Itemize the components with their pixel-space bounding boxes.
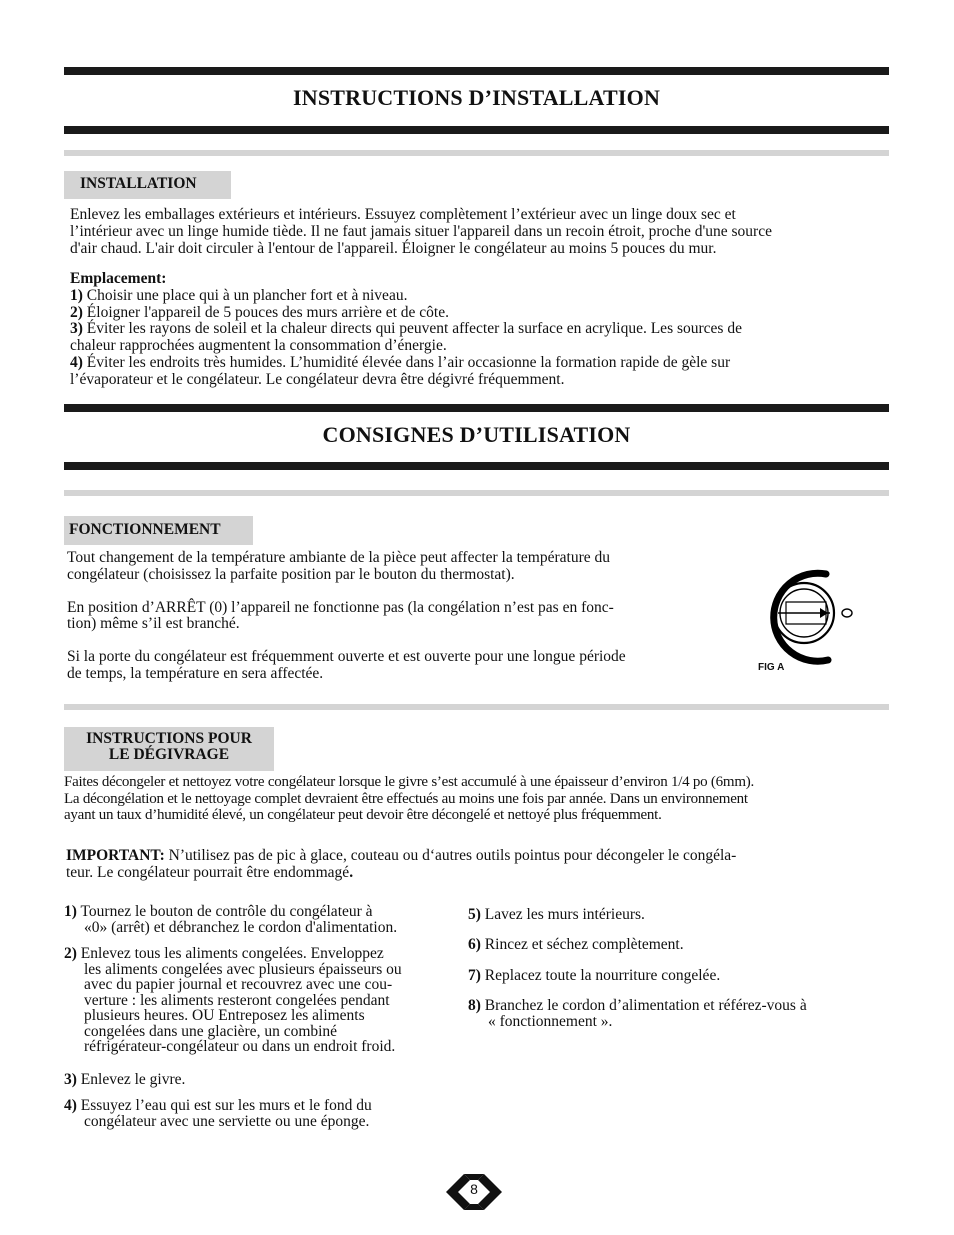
placement-block [70,271,742,389]
installation-intro [70,207,772,257]
placement-item: 1) Choisir une place qui à un plancher fort et à niveau. [70,286,408,304]
placement-item: 4) Éviter les endroits très humides. L’humidité élevée dans l’air occasionne la formation rapide de gèle sur [70,353,731,371]
placement-item-cont: l’évaporateur et le congélateur. Le congélateur devra être dégivré fréquemment. [70,370,565,388]
rule-installation-bottom [64,126,889,134]
rule-usage-top [64,404,889,412]
placement-item: 3) Éviter les rayons de soleil et la chaleur directs qui peuvent affecter la surface en acrylique. Les sources de [70,320,742,338]
important-notice: IMPORTANT: N’utilisez pas de pic à glace, couteau ou d‘autres outils pointus pour décongeler le congéla- teur. Le congélateur pourrait être endommagé. [66,847,737,881]
defrost-tag: INSTRUCTIONS POUR LE DÉGIVRAGE [64,727,274,771]
defrost-intro: Faites décongeler et nettoyez votre congélateur lorsque le givre s’est accumulé à une épaisseur d’environ 1/4 po (6mm). La décongélation et le nettoyage complet devraient être effectués au moins une fois par année. Dans un environnement ayant un taux d’humidité élevé, un congélateur peut devoir être décongelé et nettoyé plus fréquemment. [64,774,754,824]
placement-item: 2) Éloigner l'appareil de 5 pouces des murs arrière et de côte. [70,303,449,321]
placement-heading: Emplacement: [70,270,167,287]
defrost-step: 4) Essuyez l’eau qui est sur les murs et le fond du congélateur avec une serviette ou une éponge. [64,1097,372,1130]
placement-item-cont: chaleur rapprochées augmentent la consommation d’énergie. [70,337,447,355]
rule-usage-bottom [64,462,889,470]
rule-grey [64,150,889,156]
defrost-step: 2) Enlevez tous les aliments congelées. Enveloppez les aliments congelées avec plusieurs épaisseurs ou avec du papier journal et recouvrez avec une cou- verture : les aliments resteront congelées pendant plusieurs heures. OU Entreposez les aliments congelées dans une glacière, un combiné réfrigérateur-congélateur ou dans un endroit froid. [64,945,402,1055]
intro-line: d'air chaud. L'air doit circuler à l'entour de l'appareil. Éloigner le congélateur au moins 5 pouces du mur. [70,239,717,257]
page-number: 8 [470,1181,478,1197]
rule-grey [64,490,889,496]
installation-title: INSTRUCTIONS D’INSTALLATION [292,85,661,110]
usage-tag: FONCTIONNEMENT [64,516,253,545]
figure-label: FIG A [758,662,785,673]
defrost-step: 1) Tournez le bouton de contrôle du congélateur à «0» (arrêt) et débranchez le cordon d'alimentation. [64,903,398,936]
usage-paragraphs: Tout changement de la température ambiante de la pièce peut affecter la température du congélateur (choisissez la parfaite position par le bouton du thermostat). En position d’ARRÊT (0) l’appareil ne fonctionne pas (la congélation n’est pas en fonc- tion) même s’il est branché. Si la porte du congélateur est fréquemment ouverte et est ouverte pour une longue période de temps, la température en sera affectée. [67,549,626,682]
rule-top [64,67,889,75]
installation-tag: INSTALLATION [64,171,231,199]
defrost-step: 3) Enlevez le givre. [64,1071,186,1088]
important-label: IMPORTANT: [66,847,165,864]
usage-title: CONSIGNES D’UTILISATION [322,422,631,447]
intro-line: Enlevez les emballages extérieurs et intérieurs. Essuyez complètement l’extérieur avec un linge doux sec et [70,206,736,223]
intro-line: l’intérieur avec un linge humide tiède. Il ne faut jamais situer l'appareil dans un recoin étroit, proche d'une source [70,222,772,240]
rule-grey [64,704,889,710]
defrost-step: 5) Lavez les murs intérieurs. [468,906,645,923]
defrost-step: 6) Rincez et séchez complètement. [468,936,684,953]
defrost-step: 7) Replacez toute la nourriture congelée. [468,967,721,984]
defrost-step: 8) Branchez le cordon d’alimentation et référez-vous à « fonctionnement ». [468,997,807,1030]
